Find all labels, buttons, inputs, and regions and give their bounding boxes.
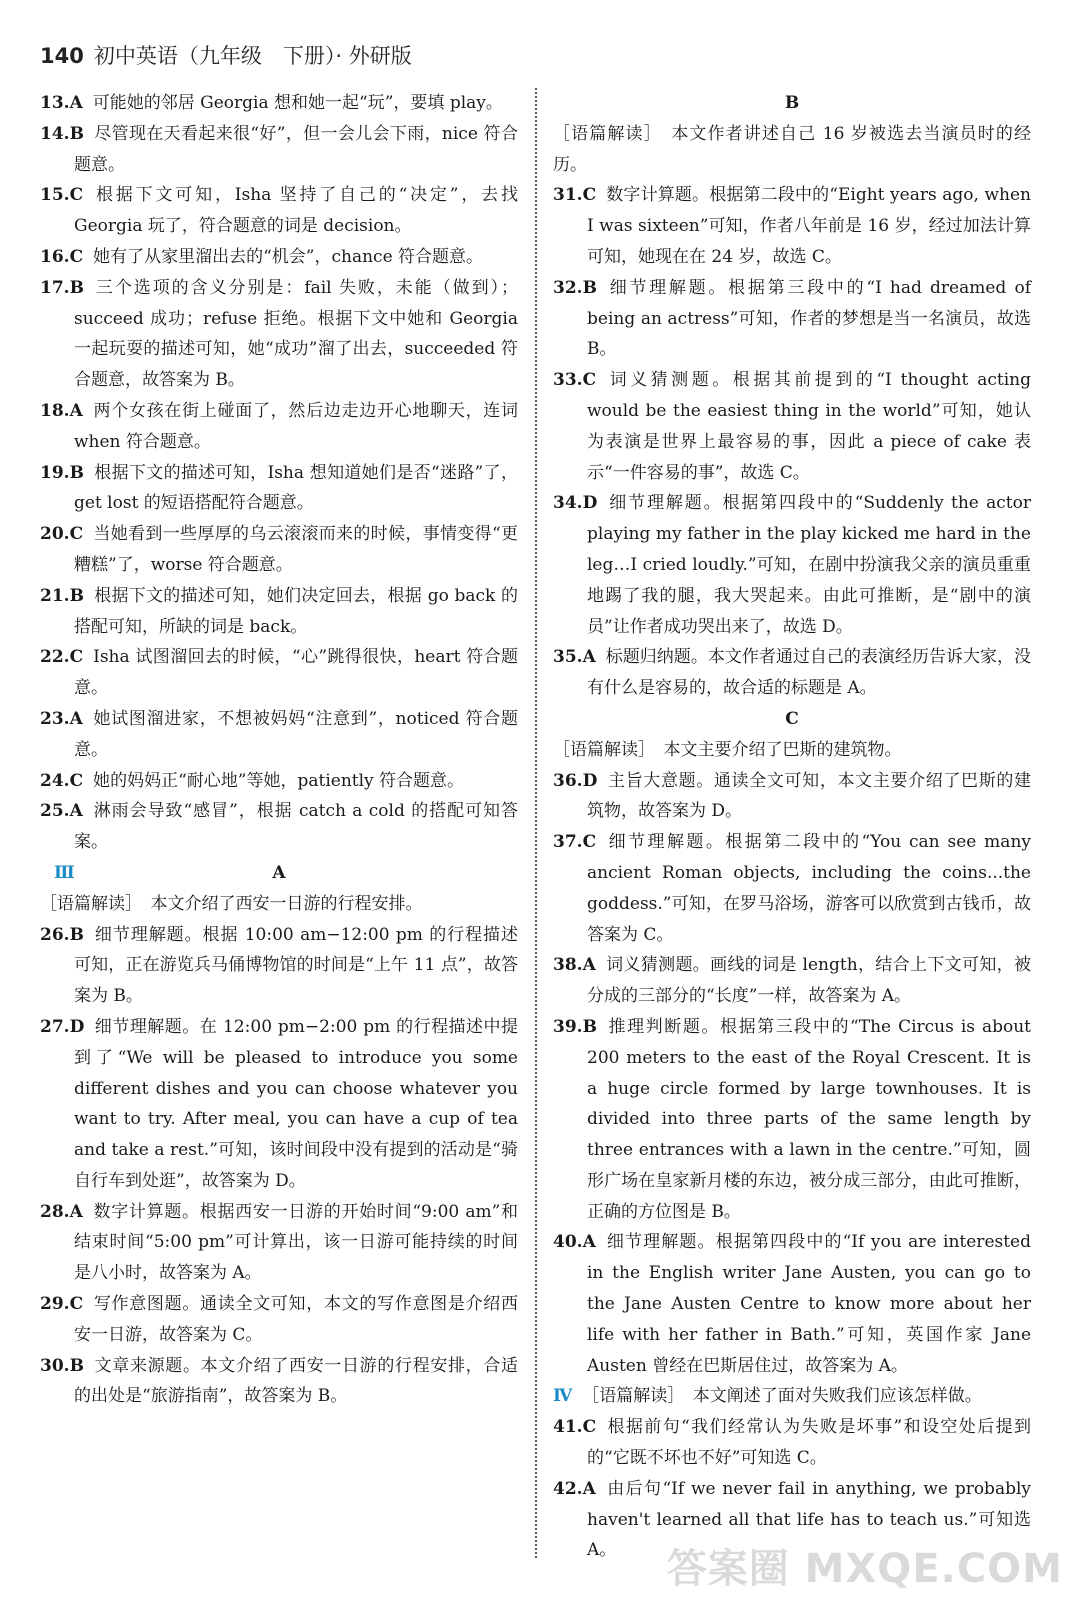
section-heading-a <box>40 858 518 889</box>
explanation-text: 细节理解题。根据 10:00 am−12:00 pm 的行程描述可知，正在游览兵马俑博物馆的时间是“上午 11 点”，故答案为 B。 <box>74 924 518 1007</box>
question-number: 22.C <box>40 647 84 668</box>
passage-summary-iv <box>553 1381 1031 1412</box>
answer-item <box>40 458 518 520</box>
question-number: 23.A <box>40 708 83 729</box>
left-column <box>40 88 518 1412</box>
question-number: 37.C <box>553 832 597 853</box>
explanation-text: 根据下文的描述可知，她们决定回去，根据 go back 的搭配可知，所缺的词是 back。 <box>74 585 518 637</box>
explanation-text: 可能她的邻居 Georgia 想和她一起“玩”，要填 play。 <box>92 93 503 113</box>
answer-item <box>553 827 1031 950</box>
explanation-text: 根据下文的描述可知，Isha 想知道她们是否“迷路”了，get lost 的短语搭配符合题意。 <box>74 462 518 514</box>
question-number: 33.C <box>553 370 597 391</box>
answer-item <box>40 1012 518 1197</box>
explanation-text: 当她看到一些厚厚的乌云滚滚而来的时候，事情变得“更糟糕”了，worse 符合题意。 <box>74 524 518 575</box>
answer-list <box>553 766 1031 1382</box>
answer-item <box>40 88 518 119</box>
page-header <box>40 40 412 70</box>
explanation-text: 数字计算题。根据西安一日游的开始时间“9:00 am”和结束时间“5:00 pm”可计算出，该一日游可能持续的时间是八小时，故答案为 A。 <box>74 1201 518 1284</box>
explanation-text: 主旨大意题。通读全文可知，本文主要介绍了巴斯的建筑物，故答案为 D。 <box>587 770 1031 822</box>
question-number: 24.C <box>40 770 84 791</box>
question-number: 42.A <box>553 1478 596 1499</box>
question-number: 30.B <box>40 1355 84 1376</box>
answer-item <box>40 642 518 704</box>
passage-summary-text: ［语篇解读］ 本文阐述了面对失败我们应该怎样做。 <box>582 1386 982 1407</box>
answer-item <box>40 920 518 1012</box>
question-number: 36.D <box>553 770 598 791</box>
right-column <box>553 88 1031 1566</box>
answer-list <box>40 920 518 1413</box>
explanation-text: 数字计算题。根据第二段中的“Eight years ago, when I was sixteen”可知，作者八年前是 16 岁，经过加法计算可知，她现在在 24 岁，故选 C。 <box>587 185 1031 267</box>
section-number: Ⅲ <box>54 862 75 883</box>
answer-item <box>40 273 518 396</box>
explanation-text: 文章来源题。本文介绍了西安一日游的行程安排，合适的出处是“旅游指南”，故答案为 B。 <box>74 1355 518 1407</box>
answer-item <box>553 365 1031 488</box>
answer-item <box>40 119 518 181</box>
explanation-text: 推理判断题。根据第三段中的“The Circus is about 200 meters to the east of the Royal Crescent. It is a huge circle formed by large townhouses. It is divided into three parts of the same length by three entrances with a lawn in the centre.”可知，圆形广场在皇家新月楼的东边，被分成三部分，由此可推断，正确的方位图是 B。 <box>587 1016 1031 1222</box>
answer-item <box>40 581 518 643</box>
explanation-text: 她有了从家里溜出去的“机会”，chance 符合题意。 <box>93 246 484 267</box>
answer-item <box>553 1012 1031 1228</box>
answer-item <box>40 1289 518 1351</box>
answer-item <box>40 180 518 242</box>
answer-item <box>553 273 1031 365</box>
explanation-text: 词义猜测题。画线的词是 length，结合上下文可知，被分成的三部分的“长度”一样，故答案为 A。 <box>587 955 1031 1007</box>
explanation-text: 她的妈妈正“耐心地”等她，patiently 符合题意。 <box>93 770 465 791</box>
question-number: 32.B <box>553 277 597 298</box>
answer-item <box>40 242 518 273</box>
explanation-text: 写作意图题。通读全文可知，本文的写作意图是介绍西安一日游，故答案为 C。 <box>74 1294 518 1345</box>
answer-item <box>40 796 518 858</box>
answer-item <box>553 950 1031 1012</box>
section-number: Ⅳ <box>553 1386 573 1407</box>
question-number: 26.B <box>40 924 84 945</box>
answer-item <box>553 1227 1031 1381</box>
explanation-text: 她试图溜进家，不想被妈妈“注意到”，noticed 符合题意。 <box>74 708 518 760</box>
answer-item <box>40 519 518 581</box>
question-number: 31.C <box>553 185 597 206</box>
question-number: 13.A <box>40 93 83 113</box>
explanation-text: 两个女孩在街上碰面了，然后边走边开心地聊天，连词 when 符合题意。 <box>74 400 518 452</box>
answer-item <box>553 766 1031 828</box>
explanation-text: Isha 试图溜回去的时候，“心”跳得很快，heart 符合题意。 <box>74 647 518 699</box>
question-number: 16.C <box>40 246 84 267</box>
question-number: 18.A <box>40 400 83 421</box>
explanation-text: 细节理解题。根据第三段中的“I had dreamed of being an actress”可知，作者的梦想是当一名演员，故选 B。 <box>587 277 1031 360</box>
answer-item <box>40 704 518 766</box>
question-number: 20.C <box>40 524 84 545</box>
question-number: 34.D <box>553 493 598 514</box>
question-number: 40.A <box>553 1232 596 1253</box>
passage-summary: ［语篇解读］ 本文作者讲述自己 16 岁被选去当演员时的经历。 <box>553 123 1031 175</box>
section-label: A <box>272 862 286 883</box>
question-number: 29.C <box>40 1294 84 1315</box>
explanation-text: 根据前句“我们经常认为失败是坏事”和设空处后提到的“它既不坏也不好”可知选 C。 <box>587 1417 1031 1469</box>
answer-item <box>553 1412 1031 1474</box>
column-divider <box>535 88 537 1558</box>
explanation-text: 淋雨会导致“感冒”，根据 catch a cold 的搭配可知答案。 <box>74 801 518 853</box>
question-number: 19.B <box>40 462 84 483</box>
question-number: 14.B <box>40 123 84 144</box>
answer-item <box>553 488 1031 642</box>
page-number: 140 <box>40 44 84 68</box>
explanation-text: 细节理解题。在 12:00 pm−2:00 pm 的行程描述中提到了“We will be pleased to introduce you some different dishes and you can choose whatever you want to try. After meal, you can have a cup of tea and take a rest.”可知，该时间段中没有提到的活动是“骑自行车到处逛”，故答案为 D。 <box>74 1016 518 1191</box>
explanation-text: 细节理解题。根据第四段中的“If you are interested in the English writer Jane Austen, you can go to the Jane Austen Centre to know more about her life with her father in Bath.”可知，英国作家 Jane Austen 曾经在巴斯居住过，故答案为 A。 <box>587 1232 1031 1376</box>
question-number: 25.A <box>40 801 83 822</box>
question-number: 38.A <box>553 955 596 976</box>
answer-item <box>40 396 518 458</box>
question-number: 21.B <box>40 585 84 606</box>
question-number: 15.C <box>40 185 84 206</box>
passage-summary: ［语篇解读］ 本文介绍了西安一日游的行程安排。 <box>40 893 423 914</box>
explanation-text: 根据下文可知，Isha 坚持了自己的“决定”，去找 Georgia 玩了，符合题意的词是 decision。 <box>74 185 518 237</box>
question-number: 35.A <box>553 647 596 668</box>
question-number: 17.B <box>40 277 84 298</box>
answer-item <box>40 1351 518 1413</box>
answer-list <box>40 88 518 858</box>
answer-item <box>40 766 518 797</box>
answer-item <box>553 642 1031 704</box>
explanation-text: 尽管现在天看起来很“好”，但一会儿会下雨，nice 符合题意。 <box>74 123 518 175</box>
answer-item <box>40 1197 518 1289</box>
question-number: 39.B <box>553 1016 597 1037</box>
question-number: 41.C <box>553 1417 597 1438</box>
explanation-text: 词义猜测题。根据其前提到的“I thought acting would be the easiest thing in the world”可知，她认为表演是世界上最容易的事，因此 a piece of cake 表示“一件容易的事”，故选 C。 <box>587 370 1031 483</box>
answer-item <box>553 180 1031 272</box>
section-heading-c: C <box>785 708 799 729</box>
watermark-logo: 答案圈 MXQE.COM <box>666 1546 1063 1592</box>
explanation-text: 由后句“If we never fail in anything, we probably haven't learned all that life has to teach us.”可知选 A。 <box>587 1478 1031 1561</box>
explanation-text: 标题归纳题。本文作者通过自己的表演经历告诉大家，没有什么是容易的，故合适的标题是 A。 <box>587 647 1031 699</box>
question-number: 28.A <box>40 1201 83 1222</box>
passage-summary: ［语篇解读］ 本文主要介绍了巴斯的建筑物。 <box>553 739 902 760</box>
explanation-text: 细节理解题。根据第四段中的“Suddenly the actor playing my father in the play kicked me hard in the leg…I cried loudly.”可知，在剧中扮演我父亲的演员重重地踢了我的腿，我大哭起来。由此可推断，是“剧中的演员”让作者成功哭出来了，故选 D。 <box>587 493 1031 637</box>
answer-list <box>553 180 1031 704</box>
book-title: 初中英语（九年级 下册）· 外研版 <box>93 44 412 68</box>
section-heading-b: B <box>784 93 800 113</box>
explanation-text: 三个选项的含义分别是：fail 失败，未能（做到）；succeed 成功；refuse 拒绝。根据下文中她和 Georgia 一起玩耍的描述可知，她“成功”溜了出去，succeeded 符合题意，故答案为 B。 <box>74 277 518 391</box>
question-number: 27.D <box>40 1016 85 1037</box>
explanation-text: 细节理解题。根据第二段中的“You can see many ancient Roman objects, including the coins...the goddess.”可知，在罗马浴场，游客可以欣赏到古钱币，故答案为 C。 <box>587 832 1031 945</box>
